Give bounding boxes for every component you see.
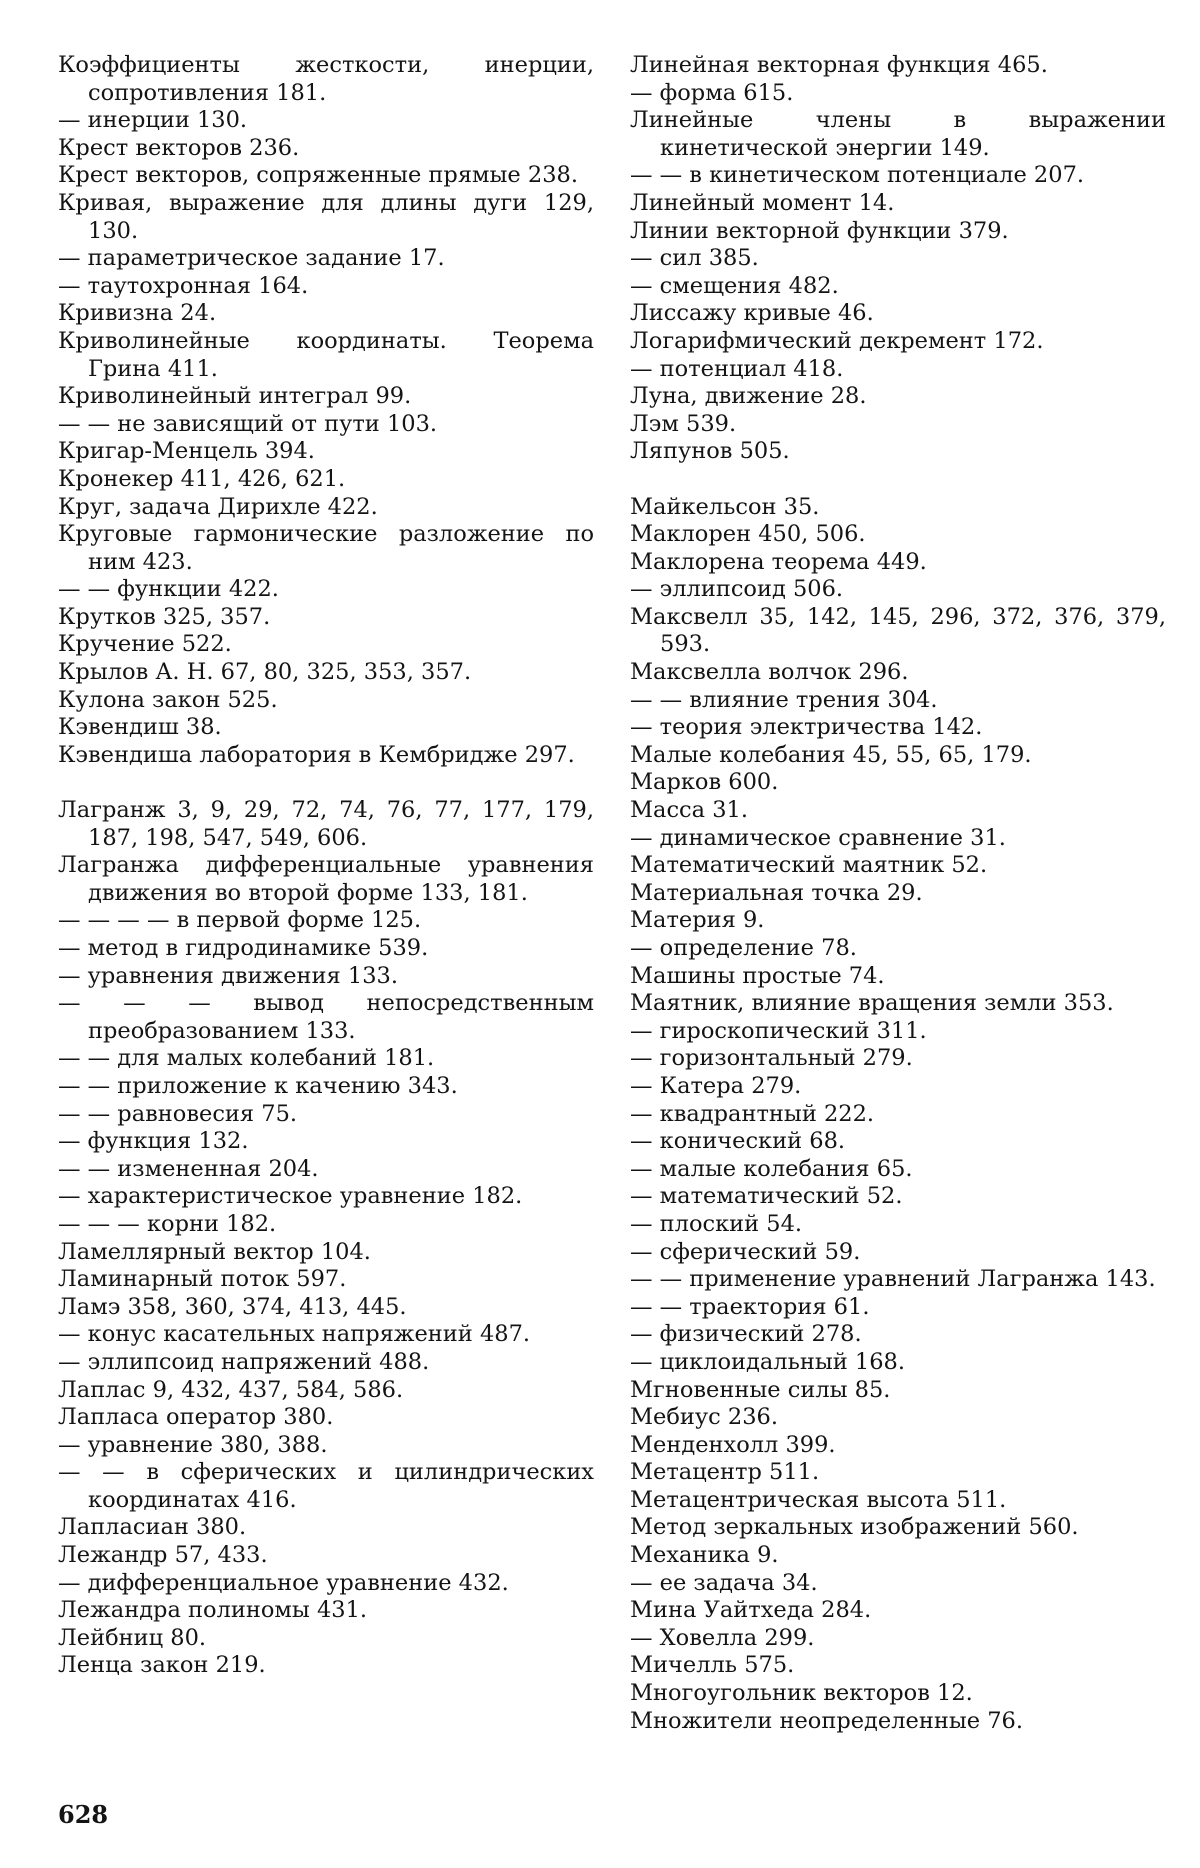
index-entry: — квадрантный 222. xyxy=(630,1100,875,1127)
index-entry: Механика 9. xyxy=(630,1542,779,1569)
index-entry: — таутохронная 164. xyxy=(58,272,309,299)
index-entry: Криволинейные координаты. Теорема Грина 411. xyxy=(58,327,594,382)
index-entry: — — — вывод непосредственным преобразованием 133. xyxy=(58,990,594,1044)
index-entry: Максвелла волчок 296. xyxy=(630,659,909,686)
index-entry: — метод в гидродинамике 539. xyxy=(58,935,429,961)
index-entry: — — влияние трения 304. xyxy=(630,686,938,713)
index-entry: Круговые гармонические разложение по ним 423. xyxy=(58,521,594,575)
index-entry: Метацентр 511. xyxy=(630,1459,820,1486)
index-entry: Марков 600. xyxy=(630,769,779,796)
index-entry: Маятник, влияние вращения земли 353. xyxy=(630,990,1114,1017)
index-entry: Кэвендиш 38. xyxy=(58,714,222,741)
index-entry: Множители неопределенные 76. xyxy=(630,1707,1023,1734)
index-entry: Луна, движение 28. xyxy=(630,383,867,410)
index-entry: Круг, задача Дирихле 422. xyxy=(58,493,378,520)
page-number: 628 xyxy=(58,1800,109,1829)
index-entry: — — — — в первой форме 125. xyxy=(58,907,422,934)
index-entry: — дифференциальное уравнение 432. xyxy=(58,1569,509,1596)
index-entry: — определение 78. xyxy=(630,935,857,961)
index-entry: — эллипсоид напряжений 488. xyxy=(58,1348,430,1375)
index-entry: Лагранж 3, 9, 29, 72, 74, 76, 77, 177, 179, 187, 198, 547, 549, 606. xyxy=(58,797,594,851)
index-entry: — горизонтальный 279. xyxy=(630,1045,913,1072)
index-entry: — эллипсоид 506. xyxy=(630,576,844,603)
index-entry: Лейбниц 80. xyxy=(58,1624,207,1651)
index-entry: Майкельсон 35. xyxy=(630,493,820,520)
index-entry: — уравнение 380, 388. xyxy=(58,1431,328,1458)
section-gap xyxy=(58,769,594,797)
index-entry: Лиссажу кривые 46. xyxy=(630,300,874,327)
index-entry: Линейный момент 14. xyxy=(630,189,895,216)
index-entry: Мгновенные силы 85. xyxy=(630,1376,891,1403)
index-entry: — инерции 130. xyxy=(58,107,248,134)
index-entry: Кривизна 24. xyxy=(58,300,217,327)
index-entry: Лапласиан 380. xyxy=(58,1514,247,1541)
index-column-left xyxy=(58,52,594,1680)
index-entry: — — приложение к качению 343. xyxy=(58,1072,458,1099)
index-entry: Ламеллярный вектор 104. xyxy=(58,1238,371,1265)
index-entry: — сил 385. xyxy=(630,245,759,272)
index-entry: — плоский 54. xyxy=(630,1210,803,1237)
index-entry: Материальная точка 29. xyxy=(630,879,923,906)
index-entry: — — функции 422. xyxy=(58,576,279,603)
index-entry: Мичелль 575. xyxy=(630,1652,795,1679)
index-entry: Лежандра полиномы 431. xyxy=(58,1597,368,1624)
index-entry: Линейные члены в выражении кинетической энергии 149. xyxy=(630,107,1166,161)
index-entry: — математический 52. xyxy=(630,1183,903,1210)
index-entry: — — траектория 61. xyxy=(630,1293,870,1320)
index-entry: Машины простые 74. xyxy=(630,962,885,989)
index-entry: Маклорена теорема 449. xyxy=(630,548,927,575)
index-entry: Мина Уайтхеда 284. xyxy=(630,1597,872,1624)
index-entry: Лежандр 57, 433. xyxy=(58,1542,268,1569)
index-entry: Мебиус 236. xyxy=(630,1404,778,1431)
index-entry: Линии векторной функции 379. xyxy=(630,217,1009,244)
index-entry: — — для малых колебаний 181. xyxy=(58,1045,435,1072)
index-entry: Коэффициенты жесткости, инерции, сопротивления 181. xyxy=(58,52,594,106)
index-entry: — форма 615. xyxy=(630,79,794,106)
index-entry: — параметрическое задание 17. xyxy=(58,245,445,272)
index-entry: — — в сферических и цилиндрических координатах 416. xyxy=(58,1459,594,1513)
index-entry: Кэвендиша лаборатория в Кембридже 297. xyxy=(58,741,575,768)
index-entry: Ляпунов 505. xyxy=(630,438,790,465)
index-entry: — циклоидальный 168. xyxy=(630,1348,905,1375)
index-entry: Кулона закон 525. xyxy=(58,686,278,713)
index-entry: Материя 9. xyxy=(630,907,765,934)
index-entry: — — не зависящий от пути 103. xyxy=(58,410,438,437)
index-entry: — — — корни 182. xyxy=(58,1210,277,1237)
index-entry: Метод зеркальных изображений 560. xyxy=(630,1514,1079,1541)
index-entry: Менденхолл 399. xyxy=(630,1431,836,1458)
index-entry: — конус касательных напряжений 487. xyxy=(58,1321,531,1348)
index-entry: — гироскопический 311. xyxy=(630,1017,927,1044)
index-column-right xyxy=(630,52,1166,1735)
index-entry: — сферический 59. xyxy=(630,1238,861,1265)
index-entry: — Катера 279. xyxy=(630,1072,802,1099)
index-entry: Ламинарный поток 597. xyxy=(58,1266,347,1293)
index-entry: Кронекер 411, 426, 621. xyxy=(58,465,346,492)
index-entry: Кручение 522. xyxy=(58,631,232,658)
index-entry: Лаплас 9, 432, 437, 584, 586. xyxy=(58,1376,404,1403)
index-entry: Крест векторов 236. xyxy=(58,134,300,161)
index-entry: Маклорен 450, 506. xyxy=(630,521,866,548)
index-entry: Лагранжа дифференциальные уравнения движения во второй форме 133, 181. xyxy=(58,852,594,906)
index-entry: — физический 278. xyxy=(630,1321,862,1348)
index-entry: Малые колебания 45, 55, 65, 179. xyxy=(630,741,1032,768)
index-entry: — малые колебания 65. xyxy=(630,1155,913,1182)
index-entry: — ее задача 34. xyxy=(630,1569,818,1596)
index-entry: Логарифмический декремент 172. xyxy=(630,327,1044,354)
index-entry: — конический 68. xyxy=(630,1128,846,1155)
index-entry: Ламэ 358, 360, 374, 413, 445. xyxy=(58,1293,407,1320)
index-entry: Максвелл 35, 142, 145, 296, 372, 376, 379, 593. xyxy=(630,603,1166,658)
index-entry: — — измененная 204. xyxy=(58,1155,319,1182)
index-entry: Метацентрическая высота 511. xyxy=(630,1486,1007,1513)
index-entry: Криволинейный интеграл 99. xyxy=(58,383,412,410)
index-entry: Лэм 539. xyxy=(630,410,737,437)
index-entry: — динамическое сравнение 31. xyxy=(630,824,1006,851)
index-entry: — смещения 482. xyxy=(630,272,839,299)
index-entry: Линейная векторная функция 465. xyxy=(630,52,1048,78)
index-entry: Многоугольник векторов 12. xyxy=(630,1680,973,1707)
index-entry: Масса 31. xyxy=(630,797,749,824)
index-entry: — Ховелла 299. xyxy=(630,1624,815,1651)
index-entry: — теория электричества 142. xyxy=(630,714,983,741)
index-entry: Крылов А. Н. 67, 80, 325, 353, 357. xyxy=(58,659,472,686)
index-entry: — — равновесия 75. xyxy=(58,1100,298,1127)
index-entry: Математический маятник 52. xyxy=(630,852,988,879)
index-entry: — потенциал 418. xyxy=(630,355,844,382)
index-entry: Ленца закон 219. xyxy=(58,1652,266,1679)
index-entry: — — в кинетическом потенциале 207. xyxy=(630,162,1085,189)
index-entry: Кривая, выражение для длины дуги 129, 130. xyxy=(58,189,594,244)
index-entry: — характеристическое уравнение 182. xyxy=(58,1183,523,1210)
index-entry: Крест векторов, сопряженные прямые 238. xyxy=(58,162,578,189)
index-entry: Крутков 325, 357. xyxy=(58,603,271,630)
index-entry: Кригар-Менцель 394. xyxy=(58,438,315,465)
section-gap xyxy=(630,466,1166,494)
index-entry: — уравнения движения 133. xyxy=(58,962,398,989)
index-entry: Лапласа оператор 380. xyxy=(58,1404,334,1431)
index-entry: — — применение уравнений Лагранжа 143. xyxy=(630,1266,1156,1293)
index-entry: — функция 132. xyxy=(58,1128,249,1155)
